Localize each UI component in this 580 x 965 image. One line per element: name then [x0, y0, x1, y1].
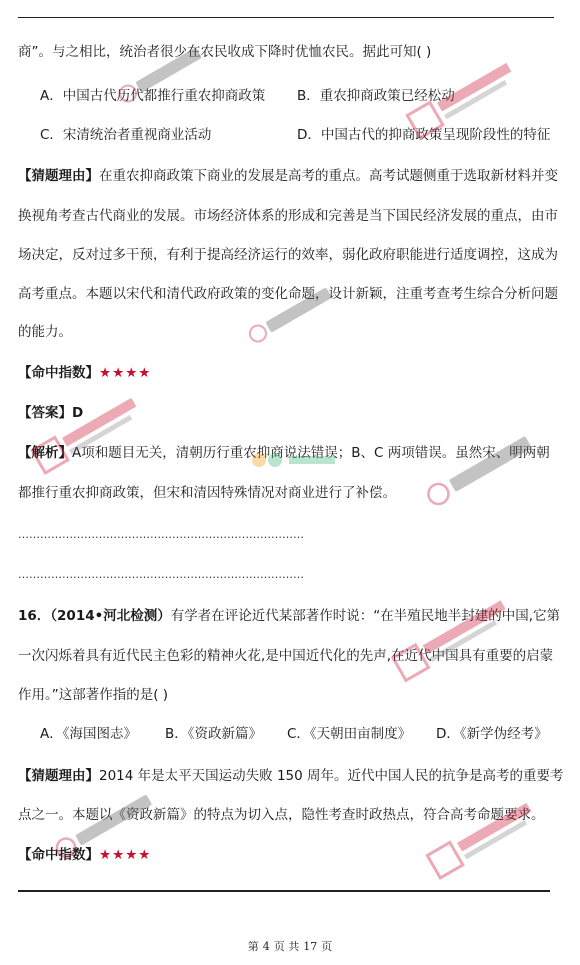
- q15-analysis-line-2: 都推行重农抑商政策，但宋和清因特殊情况对商业进行了补偿。: [18, 485, 396, 501]
- q15-reason-line-4: 高考重点。本题以宋代和清代政府政策的变化命题，设计新颖，注重考查考生综合分析问题: [18, 286, 558, 302]
- q15-answer-value: D: [72, 405, 84, 421]
- footer-post: 页: [321, 940, 333, 953]
- bottom-rule: [18, 890, 550, 892]
- q15-analysis-text-1: A项和题目无关，清朝历行重农抑商说法错误；B、C 两项错误。虽然宋、明两朝: [72, 445, 550, 461]
- footer-total: 17: [303, 940, 318, 953]
- q15-reason-text-1: 在重农抑商政策下商业的发展是高考的重点。高考试题侧重于选取新材料并变: [99, 168, 558, 184]
- top-rule: [18, 17, 554, 18]
- q15-reason-label: 【猜题理由】: [18, 168, 99, 184]
- q15-hit-stars: ★★★★: [99, 365, 152, 381]
- q15-option-a: A．中国古代历代都推行重农抑商政策: [40, 88, 266, 104]
- q15-reason-line-5: 的能力。: [18, 324, 72, 340]
- q16-stem-line-3: 作用。”这部著作指的是( ): [18, 687, 169, 703]
- q16-option-a: A．《海国图志》: [40, 726, 137, 742]
- q15-option-c: C．宋清统治者重视商业活动: [40, 127, 212, 143]
- q16-reason-line-2: 点之一。本题以《资政新篇》的特点为切入点，隐性考查时政热点，符合高考命题要求。: [18, 807, 545, 823]
- q16-stem-text-1: 有学者在评论近代某部著作时说：“在半殖民地半封建的中国,它第: [170, 608, 561, 624]
- q15-reason-line-2: 换视角考查古代商业的发展。市场经济体系的形成和完善是当下国民经济发展的重点，由市: [18, 208, 558, 224]
- q16-reason-text-1: 2014 年是太平天国运动失败 150 周年。近代中国人民的抗争是高考的重要考: [99, 768, 564, 784]
- q15-reason-line-3: 场决定，反对过多干预，有利于提高经济运行的效率，弱化政府职能进行适度调控，这成为: [18, 247, 558, 263]
- q15-hit-label: 【命中指数】: [18, 365, 99, 381]
- q15-reason-line-1: [18, 166, 558, 186]
- q16-reason-line-1: [18, 766, 564, 786]
- q15-hit-index: [18, 363, 151, 383]
- q15-option-d: D．中国古代的抑商政策呈现阶段性的特征: [297, 127, 551, 143]
- q16-number: 16．（2014•河北检测）: [18, 608, 171, 624]
- footer-page: 4: [262, 940, 270, 953]
- q16-hit-label: 【命中指数】: [18, 847, 99, 863]
- separator-2: ……………………………………………………………………: [18, 568, 304, 581]
- q15-answer: [18, 403, 83, 423]
- intro-line: 商”。与之相比，统治者很少在农民收成下降时优恤农民。据此可知( ): [18, 44, 432, 60]
- q15-answer-label: 【答案】: [18, 405, 72, 421]
- q15-analysis-line-1: [18, 443, 550, 463]
- q16-stem-line-1: [18, 606, 560, 626]
- q16-hit-index: [18, 845, 151, 865]
- footer-mid: 页 共: [273, 940, 300, 953]
- sina-watermark-3: [410, 430, 550, 510]
- q16-stem-line-2: 一次闪烁着具有近代民主色彩的精神火花,是中国近代化的先声,在近代中国具有重要的启蒙: [18, 648, 554, 664]
- q15-option-b: B．重农抑商政策已经松动: [297, 88, 455, 104]
- q16-option-c: C．《天朝田亩制度》: [287, 726, 412, 742]
- q15-analysis-label: 【解析】: [18, 445, 72, 461]
- q16-reason-label: 【猜题理由】: [18, 768, 99, 784]
- q16-hit-stars: ★★★★: [99, 847, 152, 863]
- page-footer: [0, 938, 580, 954]
- q16-option-b: B．《资政新篇》: [165, 726, 263, 742]
- separator-1: ……………………………………………………………………: [18, 528, 304, 541]
- footer-pre: 第: [247, 940, 259, 953]
- q16-option-d: D．《新学伪经考》: [436, 726, 548, 742]
